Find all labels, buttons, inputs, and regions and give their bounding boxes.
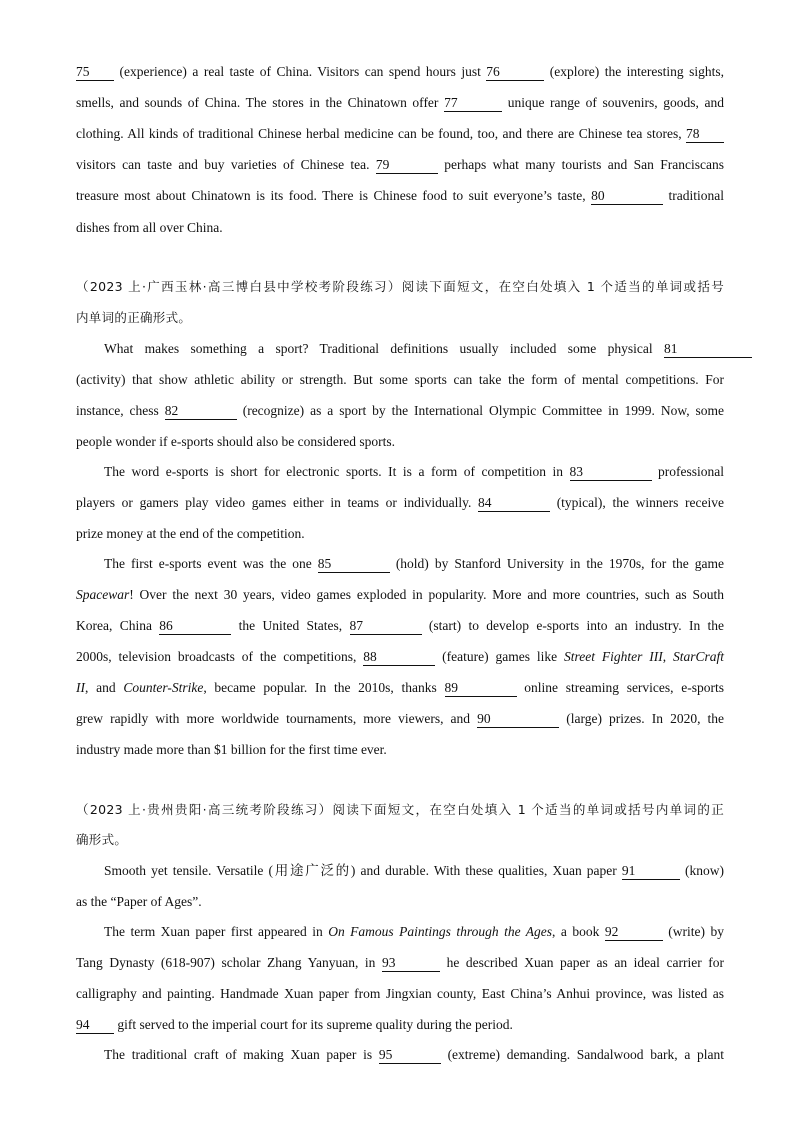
- passage2-line: players or gamers play video games either in teams or individually. 84 (typical), the winners receive: [76, 495, 724, 510]
- passage2-line: II, and Counter-Strike, became popular. In the 2010s, thanks 89 online streaming services, e-sports: [76, 680, 725, 695]
- blank-90[interactable]: 90: [477, 710, 559, 728]
- blank-95[interactable]: 95: [379, 1046, 441, 1064]
- blank-87[interactable]: 87: [350, 617, 422, 635]
- passage2-line: The word e-sports is short for electronic sports. It is a form of competition in 83 professional: [104, 464, 724, 479]
- passage1-line: clothing. All kinds of traditional Chinese herbal medicine can be found, too, and there are Chinese tea stores, 78: [76, 124, 724, 144]
- passage1-line: treasure most about Chinatown is its food. There is Chinese food to suit everyone’s taste, 80 traditional: [76, 188, 725, 203]
- passage2-line: grew rapidly with more worldwide tournaments, more viewers, and 90 (large) prizes. In 2020, the: [76, 711, 725, 726]
- passage2-line: (activity) that show athletic ability or strength. But some sports can take the form of mental competitions. For: [76, 372, 724, 387]
- exercise-header: （2023 上·广西玉林·高三博白县中学校考阶段练习）阅读下面短文，在空白处填入 1 个适当的单词或括号: [76, 279, 724, 294]
- passage2-line: The first e-sports event was the one 85 (hold) by Stanford University in the 1970s, for the game: [104, 556, 724, 571]
- blank-76[interactable]: 76: [486, 63, 544, 81]
- passage3-line: Smooth yet tensile. Versatile (用途广泛的) and durable. With these qualities, Xuan paper 91 (know): [104, 863, 724, 878]
- blank-77[interactable]: 77: [444, 94, 502, 112]
- passage1-line: 75 (experience) a real taste of China. Visitors can spend hours just 76 (explore) the interesting sights,: [76, 64, 724, 79]
- blank-75[interactable]: 75: [76, 63, 114, 81]
- passage1-line: dishes from all over China.: [76, 220, 223, 235]
- blank-89[interactable]: 89: [445, 679, 517, 697]
- passage3-line: The traditional craft of making Xuan paper is 95 (extreme) demanding. Sandalwood bark, a plant: [104, 1047, 725, 1062]
- passage2-line: industry made more than $1 billion for the first time ever.: [76, 742, 387, 757]
- passage3-line: Tang Dynasty (618-907) scholar Zhang Yanyuan, in 93 he described Xuan paper as an ideal carrier for: [76, 955, 725, 970]
- blank-88[interactable]: 88: [363, 648, 435, 666]
- blank-83[interactable]: 83: [570, 463, 652, 481]
- blank-86[interactable]: 86: [159, 617, 231, 635]
- blank-92[interactable]: 92: [605, 923, 663, 941]
- blank-82[interactable]: 82: [165, 402, 237, 420]
- passage2-line: Spacewar! Over the next 30 years, video games exploded in popularity. More and more countries, such as South: [76, 587, 724, 602]
- passage1-line: smells, and sounds of China. The stores in the Chinatown offer 77 unique range of souvenirs, goods, and: [76, 95, 725, 110]
- blank-94[interactable]: 94: [76, 1016, 114, 1034]
- passage2-line: What makes something a sport? Traditional definitions usually included some physical 81: [104, 339, 752, 359]
- passage3-line: calligraphy and painting. Handmade Xuan paper from Jingxian county, East China’s Anhui province, was listed as: [76, 986, 724, 1001]
- blank-80[interactable]: 80: [591, 187, 663, 205]
- passage2-line: people wonder if e-sports should also be considered sports.: [76, 434, 396, 449]
- passage1-line: visitors can taste and buy varieties of Chinese tea. 79 perhaps what many tourists and San Franciscans: [76, 157, 724, 172]
- blank-79[interactable]: 79: [376, 156, 438, 174]
- exercise-header: 内单词的正确形式。: [76, 310, 192, 325]
- exercise-header: 确形式。: [76, 832, 128, 847]
- passage3-line: as the “Paper of Ages”.: [76, 894, 202, 909]
- passage2-line: 2000s, television broadcasts of the competitions, 88 (feature) games like Street Fighter III, StarCraft: [76, 649, 725, 664]
- passage2-line: instance, chess 82 (recognize) as a sport by the International Olympic Committee in 1999. Now, some: [76, 403, 725, 418]
- exercise-header: （2023 上·贵州贵阳·高三统考阶段练习）阅读下面短文，在空白处填入 1 个适当的单词或括号内单词的正: [76, 802, 724, 817]
- passage3-line: The term Xuan paper first appeared in On Famous Paintings through the Ages, a book 92 (write) by: [104, 924, 724, 939]
- blank-91[interactable]: 91: [622, 862, 680, 880]
- passage2-line: prize money at the end of the competition.: [76, 526, 305, 541]
- passage2-line: Korea, China 86 the United States, 87 (start) to develop e-sports into an industry. In the: [76, 618, 725, 633]
- blank-85[interactable]: 85: [318, 555, 390, 573]
- blank-78[interactable]: 78: [686, 125, 724, 143]
- blank-84[interactable]: 84: [478, 494, 550, 512]
- passage3-line: 94 gift served to the imperial court for its supreme quality during the period.: [76, 1017, 513, 1032]
- blank-93[interactable]: 93: [382, 954, 440, 972]
- blank-81[interactable]: 81: [664, 340, 752, 358]
